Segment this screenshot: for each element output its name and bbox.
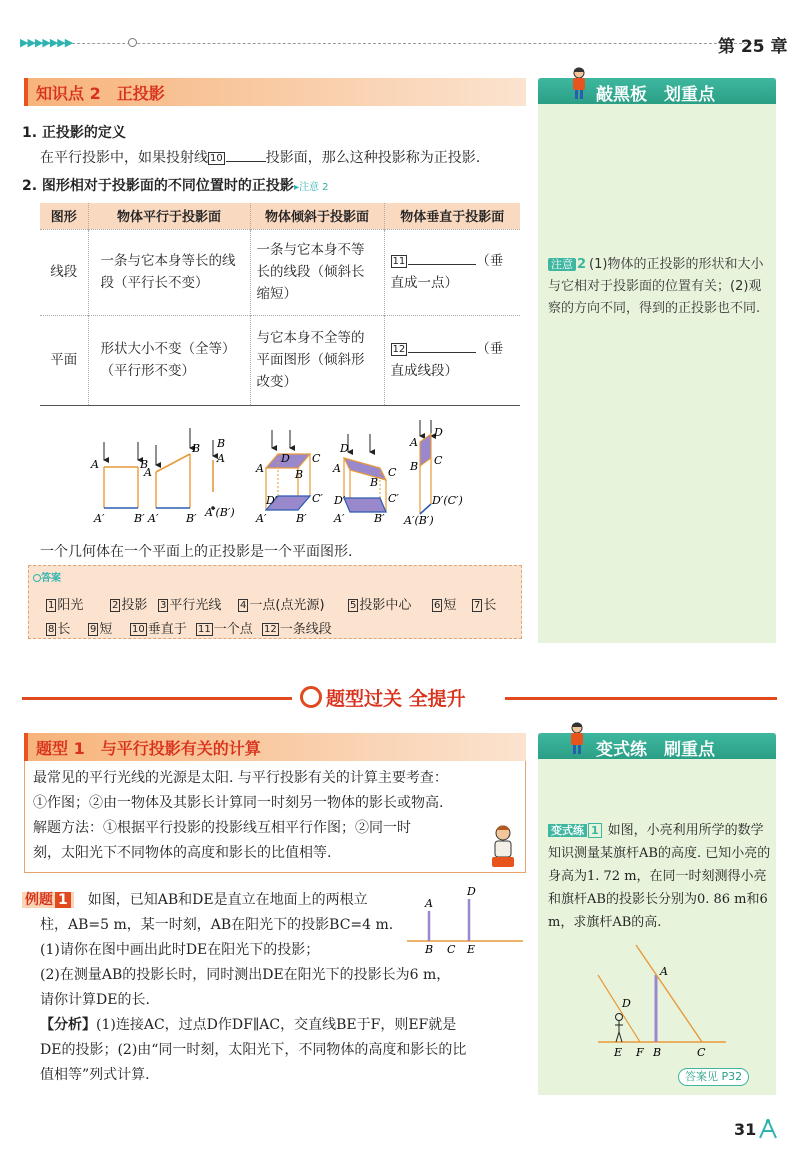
summary-text: 一个几何体在一个平面上的正投影是一个平面图形. <box>40 544 353 560</box>
answer-number: 7 <box>474 600 481 611</box>
cell-oblique: 与它本身不全等的平面图形（倾斜形改变） <box>250 315 384 405</box>
answer-item <box>238 594 325 613</box>
variant-no: 1 <box>588 823 602 838</box>
answer-text: 长 <box>57 622 71 637</box>
intro-line: 最常见的平行光线的光源是太阳. 与平行投影有关的计算主要考查： <box>33 770 448 786</box>
answer-item <box>348 594 411 613</box>
chapter-label: 第 25 章 <box>718 37 788 57</box>
label-C: C <box>434 454 443 467</box>
thinking-character-icon <box>486 823 520 869</box>
answer-item <box>130 618 187 637</box>
label-B: B <box>217 437 226 450</box>
projection-table <box>40 203 520 405</box>
figure-plane-vertical <box>403 420 463 527</box>
figure-segment-vertical <box>204 437 235 519</box>
answer-item <box>432 594 456 613</box>
answer-text: 垂直于 <box>147 622 187 637</box>
example-line: 请你计算DE的长. <box>40 992 150 1008</box>
label-E: E <box>467 943 476 956</box>
example-line: (1)请你在图中画出此时DE在阳光下的投影； <box>40 942 320 958</box>
label-B: B <box>140 458 149 471</box>
label-F: F <box>636 1046 644 1059</box>
cell-parallel: 形状大小不变（全等）（平行形不变） <box>88 315 250 405</box>
note-no: 2 <box>577 257 587 272</box>
label-D: D <box>434 426 443 439</box>
label-B1: B′ <box>134 512 145 525</box>
answers-tag <box>33 569 61 584</box>
answer-item <box>196 618 253 637</box>
header-dot <box>128 38 137 47</box>
compass-icon <box>756 1118 780 1140</box>
label-AB1: A′(B′) <box>404 514 434 527</box>
answer-number: 1 <box>48 600 55 611</box>
label-D: D <box>622 997 631 1010</box>
answer-number: 3 <box>160 600 167 611</box>
item1-text <box>40 147 480 167</box>
label-C: C <box>447 943 456 956</box>
banner-title: 题型过关 全提升 <box>326 688 466 710</box>
answer-text: 平行光线 <box>169 598 222 613</box>
table-row <box>40 315 520 405</box>
knowledge-point-heading <box>24 78 526 106</box>
answer-text: 长 <box>483 598 497 613</box>
answer-item <box>46 594 83 613</box>
example-line: 柱，AB=5 m，某一时刻，AB在阳光下的投影BC=4 m. <box>40 917 394 933</box>
projection-table-wrap <box>40 203 520 406</box>
item2-note-ref: ▸注意 2 <box>293 182 329 193</box>
key-icon <box>33 574 41 582</box>
label-B1: B′ <box>186 512 197 525</box>
label-A: A <box>91 458 99 471</box>
cell-vertical <box>384 229 520 315</box>
example-label-text: 例题 <box>25 892 53 908</box>
blank-12-line <box>408 352 476 353</box>
flagpole-figure <box>596 945 726 1060</box>
answer-number: 11 <box>198 624 211 635</box>
answer-number: 8 <box>48 624 55 635</box>
label-A1: A′ <box>334 512 345 525</box>
table-header: 物体平行于投影面 <box>88 203 250 229</box>
cell-parallel: 一条与它本身等长的线段（平行长不变） <box>88 229 250 315</box>
banner-icon <box>300 686 322 708</box>
item2-title <box>22 175 329 195</box>
page-number: 31 <box>734 1120 757 1139</box>
variant-exercise-text <box>548 819 772 934</box>
label-D: D <box>340 442 349 455</box>
figure-segment-oblique <box>143 428 200 525</box>
label-A: A <box>217 452 225 465</box>
side-panel-1 <box>538 78 776 643</box>
banner-rule-right <box>505 697 777 700</box>
answer-number: 2 <box>112 600 119 611</box>
answer-item <box>110 594 147 613</box>
label-B: B <box>370 476 379 489</box>
label-A: A <box>660 965 668 978</box>
row-label: 平面 <box>40 315 88 405</box>
cell-oblique: 一条与它本身不等长的线段（倾斜长缩短） <box>250 229 384 315</box>
label-B1: B′ <box>296 512 307 525</box>
label-C: C <box>697 1046 706 1059</box>
analysis-line: 值相等”列式计算. <box>40 1067 150 1083</box>
intro-line: 刻，太阳光下不同物体的高度和影长的比值相等. <box>33 845 332 861</box>
label-B: B <box>410 460 419 473</box>
label-C1: C′ <box>312 492 323 505</box>
example-line: (2)在测量AB的投影长时，同时测出DE在阳光下的投影长为6 m， <box>40 967 451 983</box>
teacher-figure-icon <box>566 66 592 100</box>
answer-number: 10 <box>132 624 145 635</box>
question-type-heading <box>24 733 526 761</box>
label-A: A <box>144 466 152 479</box>
item1-text-b: 投影面，那么这种投影称为正投影. <box>265 150 481 166</box>
answer-text: 一个点 <box>213 622 253 637</box>
table-row <box>40 229 520 315</box>
label-B: B <box>653 1046 662 1059</box>
table-header: 物体倾斜于投影面 <box>250 203 384 229</box>
answer-text: 一点(点光源) <box>249 598 325 613</box>
answer-text: 短 <box>99 622 113 637</box>
student-figure-icon <box>564 721 590 755</box>
table-header-row <box>40 203 520 229</box>
note-tag-text: 注意 <box>551 258 573 271</box>
figure-segment-parallel <box>90 442 148 525</box>
answer-item <box>88 618 112 637</box>
cell-vertical-text: （垂直成线段） <box>390 341 504 380</box>
person-icon <box>615 1014 623 1043</box>
answer-text: 投影 <box>121 598 148 613</box>
blank-10-number: 10 <box>210 153 223 164</box>
figure-plane-oblique <box>332 434 399 525</box>
table-header: 图形 <box>40 203 88 229</box>
answer-item <box>158 594 221 613</box>
label-DC1: D′(C′) <box>432 494 463 507</box>
answer-item <box>472 594 496 613</box>
label-A1: A′ <box>94 512 105 525</box>
label-D: D <box>467 885 476 898</box>
item2-title-text: 2. 图形相对于投影面的不同位置时的正投影 <box>22 178 294 194</box>
label-D1: D′ <box>334 494 346 507</box>
answer-text: 短 <box>443 598 457 613</box>
label-C1: C′ <box>388 492 399 505</box>
label-D: D <box>281 452 290 465</box>
answers-tag-text: 答案 <box>41 573 61 584</box>
label-B1: B′ <box>374 512 385 525</box>
header-arrows: ▶▶▶▶▶▶▶ <box>20 36 73 49</box>
banner-rule-left <box>22 697 292 700</box>
label-A: A <box>256 462 264 475</box>
label-E: E <box>614 1046 623 1059</box>
analysis-text: (1)连接AC，过点D作DF∥AC，交直线BE于F，则EF就是 <box>96 1017 457 1033</box>
note-2-block <box>548 254 770 320</box>
example-figure <box>405 885 525 955</box>
analysis-label: 【分析】 <box>40 1017 96 1033</box>
item1-text-a: 在平行投影中，如果投射线 <box>40 150 208 166</box>
label-B: B <box>425 943 434 956</box>
projection-figures <box>90 420 463 532</box>
item1-title: 1. 正投影的定义 <box>22 125 126 141</box>
cell-vertical-text: （垂直成一点） <box>390 253 504 291</box>
blank-11-line <box>408 264 476 265</box>
note-tag <box>548 258 576 271</box>
blank-12-number: 12 <box>392 344 406 356</box>
label-A1: A′ <box>256 512 267 525</box>
answer-number: 9 <box>90 624 97 635</box>
variant-tag-text: 变式练 <box>551 824 584 837</box>
example-label <box>22 892 74 908</box>
label-AB1: A′(B′) <box>205 506 235 519</box>
label-B: B <box>192 442 201 455</box>
label-A: A <box>425 897 433 910</box>
label-B: B <box>295 468 304 481</box>
cell-vertical <box>384 315 520 405</box>
blank-11-number: 11 <box>392 256 406 267</box>
table-header: 物体垂直于投影面 <box>384 203 520 229</box>
answer-text: 阳光 <box>57 598 84 613</box>
label-A1: A′ <box>148 512 159 525</box>
answer-number: 5 <box>350 600 357 611</box>
side-panel-2-title: 变式练 刷重点 <box>596 740 715 760</box>
question-type-intro <box>33 766 523 866</box>
row-label: 线段 <box>40 229 88 315</box>
answer-text: 投影中心 <box>359 598 412 613</box>
answer-item <box>262 618 332 637</box>
answer-number: 4 <box>240 600 247 611</box>
answer-item <box>46 618 70 637</box>
label-C: C <box>312 452 321 465</box>
label-A: A <box>333 462 341 475</box>
side-panel-1-title: 敲黑板 划重点 <box>596 85 715 105</box>
example-line: 如图，已知AB和DE是直立在地面上的两根立 <box>87 892 368 908</box>
label-A: A <box>410 436 418 449</box>
answer-ref-text: 答案见 P32 <box>685 1070 743 1083</box>
analysis-line: DE的投影；(2)由“同一时刻，太阳光下，不同物体的高度和影长的比 <box>40 1042 467 1058</box>
blank-10-line <box>226 161 266 162</box>
label-C: C <box>388 466 397 479</box>
variant-tag <box>548 824 587 837</box>
intro-line: ①作图；②由一物体及其影长计算同一时刻另一物体的影长或物高. <box>33 795 444 811</box>
knowledge-point-title: 知识点 2 正投影 <box>36 84 165 103</box>
table-bottom-rule <box>40 405 520 406</box>
answer-text: 一条线段 <box>279 622 332 637</box>
answer-number: 6 <box>434 600 441 611</box>
note-text: (1)物体的正投影的形状和大小与它相对于投影面的位置有关；(2)观察的方向不同，得到的正投影也不同. <box>548 257 764 316</box>
variant-text: 如图，小亮利用所学的数学知识测量某旗杆AB的高度. 已知小亮的身高为1. 72 m，在同一时刻测得小亮和旗杆AB的投影长分别为0. 86 m和6 m，求旗杆AB的高. <box>548 823 771 930</box>
answer-number: 12 <box>264 624 277 635</box>
label-D1: D′ <box>266 494 278 507</box>
answer-ref-badge <box>678 1068 749 1086</box>
figure-plane-parallel <box>255 430 323 525</box>
analysis-line-1 <box>22 1013 522 1038</box>
intro-line: 解题方法：①根据平行投影的投影线互相平行作图；②同一时 <box>33 820 411 836</box>
example-no: 1 <box>55 892 71 908</box>
question-type-title: 题型 1 与平行投影有关的计算 <box>36 739 261 758</box>
